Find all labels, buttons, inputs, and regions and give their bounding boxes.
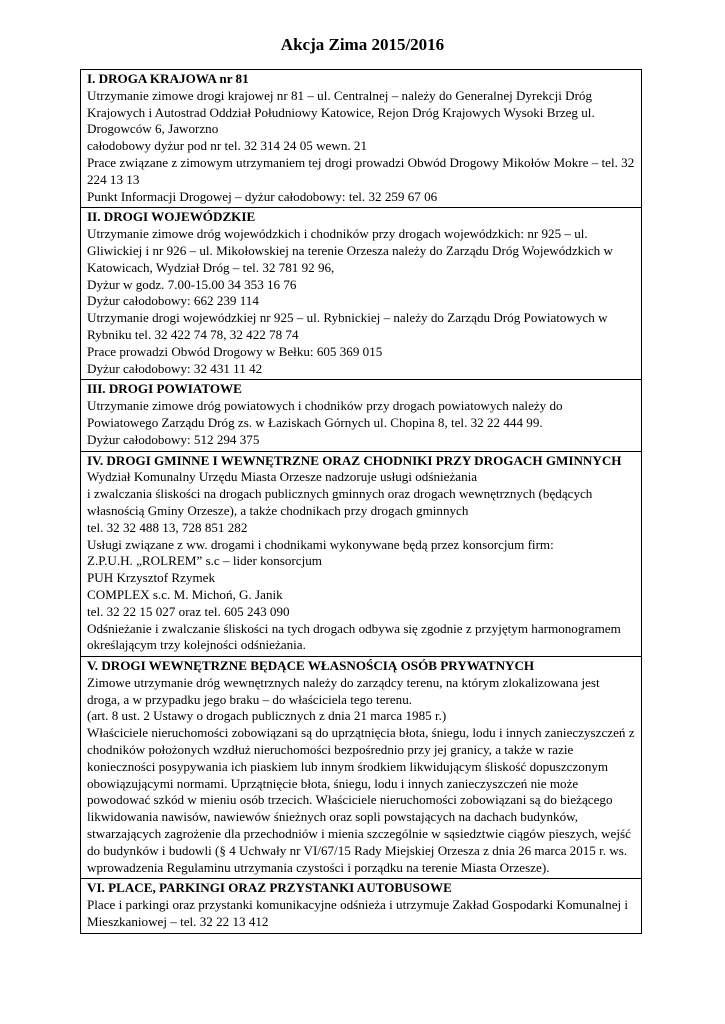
section-line: Usługi związane z ww. drogami i chodnikami wykonywane będą przez konsorcjum firm: (87, 536, 554, 552)
section-line: Utrzymanie drogi wojewódzkiej nr 925 – ul. Rybnickiej – należy do Zarządu Dróg Powiatowych w Rybniku tel. 32 422 74 78, 32 422 78 74 (87, 310, 608, 342)
section-line: Prace związane z zimowym utrzymaniem tej drogi prowadzi Obwód Drogowy Mikołów Mokre – tel. 32 224 13 13 (87, 154, 635, 187)
section-row-municipal-roads (81, 451, 642, 657)
section-heading: I. DROGA KRAJOWA nr 81 (87, 71, 249, 86)
section-row-national-road (81, 70, 642, 208)
section-line: tel. 32 22 15 027 oraz tel. 605 243 090 (87, 603, 290, 619)
section-line: Odśnieżanie i zwalczanie śliskości na tych drogach odbywa się zgodnie z przyjętym harmonogramem określającym trzy kolejności odśnieżania. (87, 620, 621, 653)
section-row-voivodeship-roads (81, 208, 642, 380)
section-line: PUH Krzysztof Rzymek (87, 570, 216, 586)
section-line: Zimowe utrzymanie dróg wewnętrznych należy do zarządcy terenu, na którym zlokalizowana jest droga, a w przypadku jego braku – do właściciela tego terenu. (87, 674, 600, 707)
section-line: Właściciele nieruchomości zobowiązani są do uprzątnięcia błota, śniegu, lodu i innych zanieczyszczeń z chodników położonych wzdłuż nieruchomości bezpośrednio przy jej granicy, a także w razie konieczności posypywania ich piaskiem lub innym środkiem likwidującym śliskość dopuszczonym obowiązującymi normami. Uprzątnięcie błota, śniegu, lodu i innych zanieczyszczeń nie może powodować szkód w mieniu osób trzecich. Właściciele nieruchomości zobowiązani są do bieżącego likwidowania nawisów, nawiewów śnieżnych oraz sopli powstających na dachach budynków, stwarzających zagrożenie dla przechodniów i mienia szczególnie w sąsiedztwie ciągów pieszych, wejść do budynków i budowli (§ 4 Uchwały nr VI/67/15 Rady Miejskiej Orzesza z dnia 26 marca 2015 r. ws. wprowadzenia Regulaminu utrzymania czystości i porządku na terenie Miasta Orzesze). (87, 725, 635, 875)
section-cell (81, 879, 642, 933)
section-line: Prace prowadzi Obwód Drogowy w Bełku: 605 369 015 (87, 343, 383, 359)
section-line: Punkt Informacji Drogowej – dyżur całodobowy: tel. 32 259 67 06 (87, 188, 438, 204)
section-row-squares-parking (81, 879, 642, 933)
section-line: COMPLEX s.c. M. Michoń, G. Janik (87, 586, 283, 602)
section-line: Dyżur w godz. 7.00-15.00 34 353 16 76 (87, 276, 297, 292)
section-line: i zwalczania śliskości na drogach publicznych gminnych oraz drogach wewnętrznych (będących własnością Gminy Orzesze), a także chodnikach przy drogach gminnych (87, 486, 593, 518)
section-heading: IV. DROGI GMINNE I WEWNĘTRZNE ORAZ CHODNIKI PRZY DROGACH GMINNYCH (87, 452, 622, 468)
section-line: Utrzymanie zimowe dróg wojewódzkich i chodników przy drogach wojewódzkich: nr 925 – ul. Gliwickiej i nr 926 – ul. Mikołowskiej na terenie Orzesza należy do Zarządu Dróg Wojewódzkich w Katowicach, Wydział Dróg – tel. 32 781 92 96, (87, 226, 613, 275)
section-line: Z.P.U.H. „ROLREM” s.c – lider konsorcjum (87, 553, 322, 569)
section-line: Dyżur całodobowy: 512 294 375 (87, 431, 260, 447)
section-row-private-roads (81, 657, 642, 879)
section-heading: VI. PLACE, PARKINGI ORAZ PRZYSTANKI AUTOBUSOWE (87, 880, 452, 896)
section-line: Utrzymanie zimowe dróg powiatowych i chodników przy drogach powiatowych należy do Powiatowego Zarządu Dróg zs. w Łaziskach Górnych ul. Chopina 8, tel. 32 22 444 99. (87, 398, 563, 430)
section-line: tel. 32 32 488 13, 728 851 282 (87, 519, 248, 535)
road-maintenance-table (80, 69, 642, 934)
section-line: Utrzymanie zimowe drogi krajowej nr 81 – ul. Centralnej – należy do Generalnej Dyrekcji Dróg Krajowych i Autostrad Oddział Południowy Katowice, Rejon Dróg Krajowych Wysoki Brzeg ul. Drogowców 6, Jaworzno (87, 87, 595, 137)
section-cell (81, 70, 642, 208)
section-cell (81, 380, 642, 451)
section-row-county-roads (81, 380, 642, 451)
section-heading: III. DROGI POWIATOWE (87, 381, 242, 397)
section-line: całodobowy dyżur pod nr tel. 32 314 24 05 wewn. 21 (87, 138, 368, 154)
section-cell (81, 657, 642, 879)
section-cell (81, 208, 642, 380)
section-line: (art. 8 ust. 2 Ustawy o drogach publicznych z dnia 21 marca 1985 r.) (87, 708, 447, 724)
section-line: Dyżur całodobowy: 662 239 114 (87, 293, 259, 309)
document-title: Akcja Zima 2015/2016 (280, 35, 445, 54)
section-line: Dyżur całodobowy: 32 431 11 42 (87, 360, 263, 376)
section-heading: II. DROGI WOJEWÓDZKIE (87, 209, 256, 225)
section-line: Place i parkingi oraz przystanki komunikacyjne odśnieża i utrzymuje Zakład Gospodarki Komunalnej i Mieszkaniowej – tel. 32 22 13 412 (87, 897, 629, 930)
section-heading: V. DROGI WEWNĘTRZNE BĘDĄCE WŁASNOŚCIĄ OSÓB PRYWATNYCH (87, 658, 535, 674)
section-cell (81, 451, 642, 657)
section-line: Wydział Komunalny Urzędu Miasta Orzesze nadzoruje usługi odśnieżania (87, 469, 478, 485)
